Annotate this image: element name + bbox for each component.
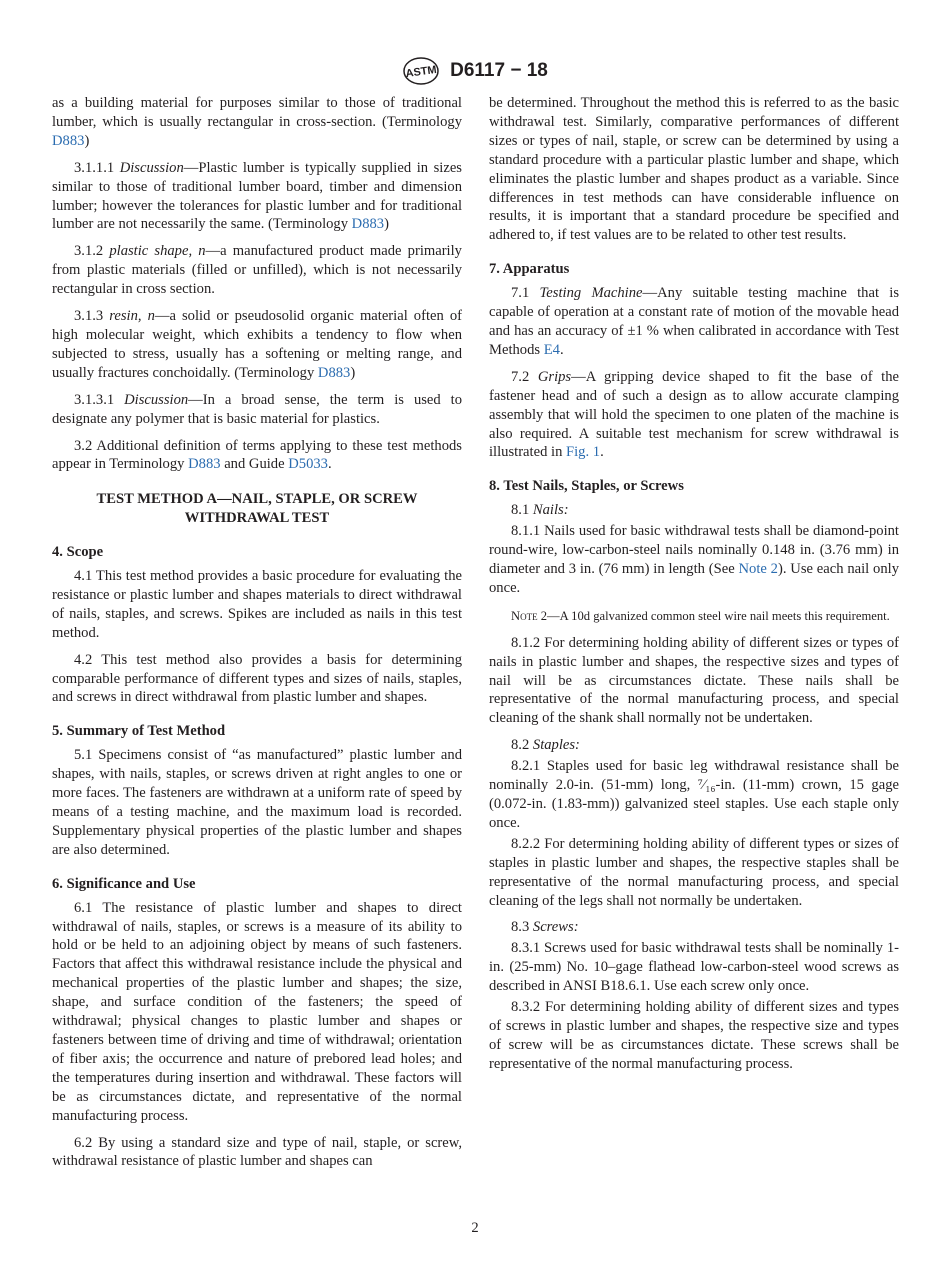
reference-link[interactable]: Note 2 (738, 560, 778, 577)
text-segment: 8.1 (511, 502, 533, 519)
text-segment: and Guide (220, 456, 289, 473)
text-segment: 4.1 This test method provides a basic procedure for evaluating the resistance or plastic lumber and shapes materials to direct withdrawal of nails, staples, and screws. Spikes are included as nails in this test method. (52, 568, 462, 641)
paragraph (489, 94, 899, 245)
paragraph (489, 368, 899, 463)
text-segment: plastic shape, n (109, 243, 206, 260)
text-segment: 3.2 Additional definition of terms applying to these test methods appear in Terminology (52, 437, 462, 473)
text-segment: 3.1.2 (74, 243, 110, 260)
text-segment: 8.1.2 For determining holding ability of different sizes or types of nails in plastic lumber and shapes, the respective sizes and types of nail will be as circumstances dictate. These nails shall be representative of the normal manufacturing process, and special cleaning of the shank shall normally not be undertaken. (489, 634, 899, 727)
text-segment: 5. Summary of Test Method (52, 723, 226, 740)
text-segment: . (559, 341, 564, 358)
text-segment: 8.2.2 For determining holding ability of different types or sizes of staples in plastic lumber and shapes, the respective staples shall be representative of the normal manufacturing process, and special cleaning of the legs shall not normally be undertaken. (489, 835, 899, 909)
text-segment: ) (84, 132, 90, 149)
paragraph (52, 899, 462, 1126)
text-segment: —a solid or pseudosolid organic material often of high molecular weight, which exhibits a tendency to flow when subjected to stress, usually has a softening or melting range, and usually fractures conchoidally. (Terminology (52, 308, 462, 381)
paragraph (489, 284, 899, 360)
reference-link[interactable]: D883 (52, 132, 85, 149)
paragraph (52, 242, 462, 299)
page-header (0, 56, 950, 86)
text-segment: —Any suitable testing machine that is capable of operation at a constant rate of motion of the movable head and has an accuracy of ±1 % when calibrated in accordance with Test Methods (489, 285, 900, 358)
text-segment: 6. Significance and Use (52, 875, 196, 892)
text-segment: ) (350, 364, 356, 381)
reference-link[interactable]: E4 (543, 341, 560, 358)
text-segment: 3.1.3 (74, 308, 110, 325)
text-segment: . (327, 456, 332, 473)
text-segment: Staples: (532, 737, 580, 754)
paragraph (489, 757, 899, 833)
text-segment: 8. Test Nails, Staples, or Screws (489, 478, 684, 495)
section-heading (52, 722, 462, 741)
reference-link[interactable]: D883 (188, 456, 221, 473)
text-segment: 3.1.1.1 (74, 159, 120, 176)
paragraph (489, 918, 899, 937)
text-segment: Nails: (532, 502, 569, 519)
section-heading (52, 543, 462, 562)
text-segment: ) (384, 216, 389, 233)
paragraph (52, 567, 462, 643)
section-heading (52, 875, 462, 894)
text-segment: . (600, 444, 604, 461)
text-segment: Discussion (124, 391, 189, 408)
reference-link[interactable]: Fig. 1 (566, 444, 601, 461)
text-segment: 3.1.3.1 (74, 391, 125, 408)
text-segment: 8.1.1 Nails used for basic withdrawal tests shall be diamond-point round-wire, low-carbon-steel nails nominally 0.148 in. (3.76 mm) in diameter and 3 in. (76 mm) in length (See (489, 523, 899, 577)
text-segment: 7.2 (511, 368, 538, 385)
text-segment: 7. Apparatus (489, 261, 570, 278)
text-segment: TEST METHOD A—NAIL, STAPLE, OR SCREW WITHDRAWAL TEST (96, 491, 418, 527)
text-segment: 8.3 (511, 919, 533, 936)
astm-logo-icon (402, 56, 440, 86)
text-segment: be determined. Throughout the method this is referred to as the basic withdrawal test. Similarly, comparative performances of different sizes or types of nail, staple, or screw can be determined by using a standard procedure with a particular plastic lumber and shape, which eliminates the plastic lumber and shapes product as a variable. Since differences in test methods can have considerable influence on results, it is important that a standard procedure be specified and adhered to, if test values are to be related to other test results. (489, 95, 899, 244)
paragraph (52, 307, 462, 383)
text-segment: Testing Machine (539, 285, 643, 302)
right-column (489, 94, 899, 1082)
text-segment: 8.2.1 Staples used for basic leg withdrawal resistance shall be nominally 2.0-in. (51-mm) long, ⁷⁄₁₆-in. (11-mm) crown, 15 gage (0.072-in. (1.83-mm)) galvanized steel staples. Use each staple only once. (489, 758, 899, 831)
text-segment: —A gripping device shaped to fit the base of the fastener head and of such a design as to allow accurate clamping assembly that will hold the specimen to one platen of the machine is also required. A suitable test mechanism for screw withdrawal is illustrated in (489, 368, 900, 461)
paragraph (489, 939, 899, 996)
text-segment: 7.1 (511, 285, 540, 302)
paragraph (489, 736, 899, 755)
paragraph (489, 835, 899, 911)
paragraph (489, 501, 899, 520)
text-segment: resin, n (109, 308, 155, 325)
svg-text:ASTM: ASTM (404, 63, 438, 81)
reference-link[interactable]: D883 (351, 216, 385, 233)
paragraph (52, 159, 462, 235)
text-segment: Screws: (532, 919, 579, 936)
section-heading (489, 477, 899, 496)
text-segment: as a building material for purposes similar to those of traditional lumber, which is usually rectangular in cross-section. (Terminology (52, 95, 462, 130)
left-column (52, 94, 462, 1179)
text-segment: 4.2 This test method also provides a basis for determining comparable performance of different types and sizes of nails, staples, and screws in direct withdrawal from plastic lumber and shapes. (52, 651, 462, 706)
text-segment: —a manufactured product made primarily from plastic materials (filled or unfilled), which is not necessarily rectangular in cross section. (52, 243, 462, 298)
text-segment: 8.3.1 Screws used for basic withdrawal tests shall be nominally 1-in. (25-mm) No. 10–gage flathead low-carbon-steel wood screws as described in ANSI B18.6.1. Use each screw only once. (489, 940, 899, 995)
paragraph (489, 522, 899, 598)
paragraph (52, 437, 462, 475)
text-segment: 8.2 (511, 737, 533, 754)
text-segment: 5.1 Specimens consist of “as manufactured” plastic lumber and shapes, with nails, staples, or screws driven at right angles to one or more faces. The fasteners are withdrawn at a uniform rate of speed by means of a testing machine, and the maximum load is recorded. Supplementary physical properties of the plastic lumber and shapes are also determined. (52, 747, 462, 858)
paragraph (489, 998, 899, 1074)
text-segment: Discussion (119, 159, 184, 176)
text-segment: Grips (537, 368, 572, 385)
reference-link[interactable]: D5033 (288, 456, 328, 473)
text-segment: 2—A 10d galvanized common steel wire nail meets this requirement. (537, 608, 890, 623)
paragraph (52, 651, 462, 708)
text-segment: 4. Scope (52, 544, 104, 561)
text-segment: ). Use each nail only once. (489, 560, 899, 596)
text-segment: —Plastic lumber is typically supplied in sizes similar to those of traditional lumber board, timber and dimension lumber; however the tolerances for plastic lumber and for traditional lumber are not necessarily the same. (Terminology (52, 159, 462, 233)
section-heading (489, 260, 899, 279)
text-segment: —In a broad sense, the term is used to designate any polymer that is basic material for plastics. (52, 391, 463, 427)
paragraph (489, 634, 899, 729)
document-id: D6117 − 18 (450, 60, 548, 81)
text-segment: Note (511, 608, 538, 623)
page-number: 2 (471, 1220, 479, 1236)
reference-link[interactable]: D883 (317, 364, 351, 381)
text-segment: 6.1 The resistance of plastic lumber and shapes to direct withdrawal of nails, staples, or screws is a measure of its ability to hold or be held to an adjoining object by means of such fasteners. Factors that affect this withdrawal resistance include the physical and mechanical properties of the plastic lumber and shapes; the size, shape, and surface condition of the fasteners; the speed of withdrawal; physical changes to plastic lumber and shapes or fasteners between time of driving and time of withdrawal; orientation of fiber axis; the occurrence and nature of prebored lead holes; and the temperatures during insertion and withdrawal. These factors will be as circumstances dictate, and representative of the normal manufacturing process. (52, 899, 462, 1124)
paragraph (52, 391, 462, 429)
text-segment: 8.3.2 For determining holding ability of different sizes and types of screws in plastic lumber and shapes, the respective size and types of screw will be as circumstances dictate. These screws shall be representative of the normal manufacturing process. (489, 999, 899, 1072)
text-segment: 6.2 By using a standard size and type of nail, staple, or screw, withdrawal resistance of plastic lumber and shapes can (52, 1134, 462, 1170)
paragraph (52, 1134, 462, 1172)
paragraph (52, 94, 462, 151)
paragraph (52, 746, 462, 859)
section-heading (52, 490, 462, 528)
note (489, 608, 899, 624)
